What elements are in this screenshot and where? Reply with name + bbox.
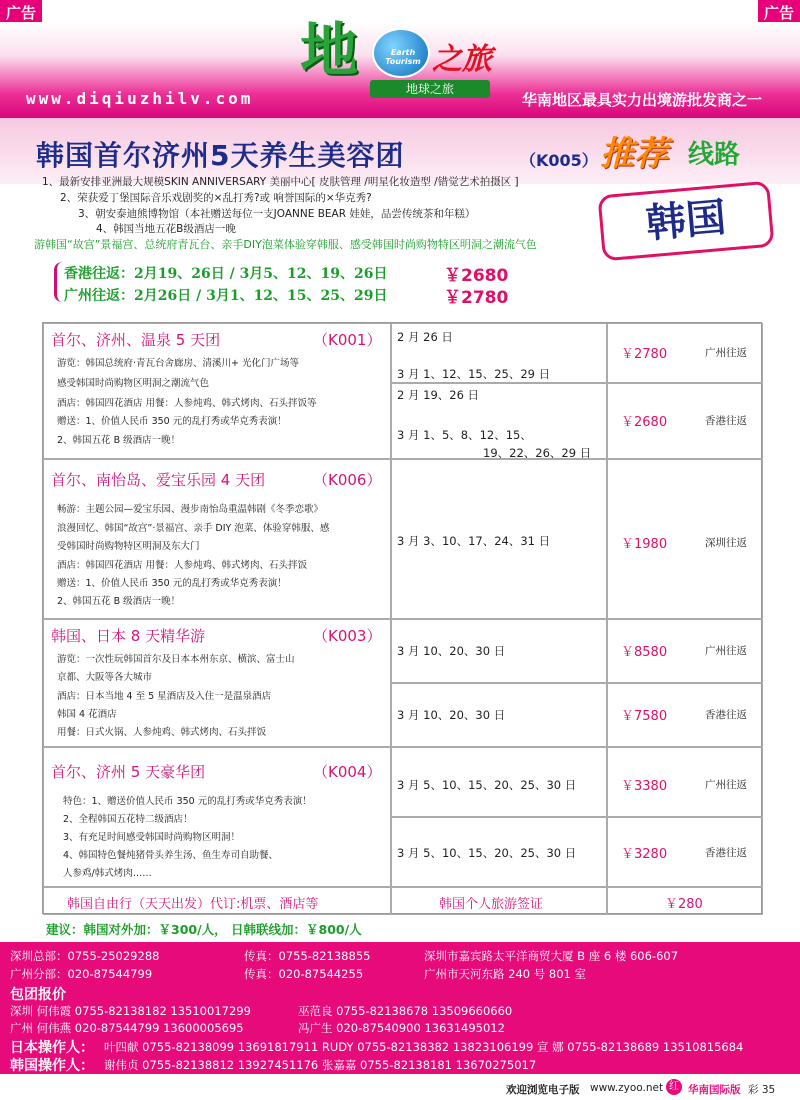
pkg-line: 赠送：1、价值人民币 350 元的乱打秀或华克秀表演！ <box>57 578 287 589</box>
dates-line: 2 月 19、26 日 <box>397 388 480 402</box>
pkg-title-k003[interactable]: 韩国、日本 8 天精华游 <box>51 627 206 645</box>
price-row-gz: 广州往返：2月26日 / 3月1、12、15、25、29日 <box>64 288 388 304</box>
package-table <box>42 322 762 914</box>
dates-line: 3 月 3、10、17、24、31 日 <box>397 534 551 548</box>
logo[interactable] <box>300 16 520 100</box>
gz-fax: 传真：020-87544255 <box>244 967 364 981</box>
pkg-line: 酒店：日本当地 4 至 5 星酒店及入住一是温泉酒店 <box>57 691 272 702</box>
recommend-label: 推荐 <box>600 134 668 174</box>
page-title: 韩国首尔济州5天养生美容团 <box>36 139 405 172</box>
highlight-4: 4、韩国当地五花B级酒店一晚 <box>96 223 236 235</box>
gz-group-contact: 广州 何伟燕 020-87544799 13600005695 <box>10 1021 244 1035</box>
ad-tag-left: 广告 <box>0 0 42 22</box>
pkg-line: 2、全程韩国五花特二级酒店！ <box>63 814 193 825</box>
footer-welcome: 欢迎浏览电子版 <box>506 1084 580 1096</box>
dates-line: 3 月 10、20、30 日 <box>397 644 506 658</box>
korea-ops: 谢伟贞 0755-82138812 13927451176 张嘉嘉 0755-82138181 13670275017 <box>104 1058 537 1072</box>
pkg-line: 感受韩国时尚购物区明洞之潮流气色 <box>57 378 210 389</box>
page-number: 彩 35 <box>748 1084 776 1096</box>
pkg-line: 酒店：韩国四花酒店 用餐：人参炖鸡、韩式烤肉、石头拌饭 <box>57 560 308 571</box>
advice-note: 建议：韩国对外加：￥300/人， 日韩联线加：￥800/人 <box>46 922 362 937</box>
highlight-2: 2、荣获爱丁堡国际音乐戏剧奖的×乱打秀?或 响誉国际的×华克秀? <box>60 192 372 204</box>
pkg-line: 4、韩国特色餐炖猪骨头养生汤、鱼生寿司自助餐、 <box>63 850 279 861</box>
pkg-route: 香港往返 <box>705 847 747 859</box>
dates-line: 3 月 1、5、8、12、15、 <box>397 428 532 442</box>
pkg-price: ￥3380 <box>621 779 668 794</box>
pkg-line: 畅游：主题公园—爱宝乐园、漫步南怡岛重温韩剧《冬季恋歌》 <box>57 504 324 515</box>
pkg-price: ￥1980 <box>621 537 668 552</box>
pkg-line: 浪漫回忆、韩国“故宫”·景福宫、亲手 DIY 泡菜、体验穿韩服、感 <box>57 523 330 534</box>
pkg-route: 深圳往返 <box>705 537 747 549</box>
pkg-line: 游览：韩国总统府·青瓦台舍廊房、清溪川+ 光化门广场等 <box>57 358 300 369</box>
pkg-title-k001[interactable]: 首尔、济州、温泉 5 天团 <box>51 331 221 349</box>
sz-hq-phone: 深圳总部：0755-25029288 <box>10 949 160 963</box>
pkg-title-k004[interactable]: 首尔、济州 5 天豪华团 <box>51 763 206 781</box>
sz-group-contact-2: 巫范良 0755-82138678 13509660660 <box>298 1004 513 1018</box>
dates-line: 3 月 5、10、15、20、25、30 日 <box>397 778 577 792</box>
hong-mark: 红 <box>666 1079 682 1095</box>
pkg-line: 2、韩国五花 B 级酒店一晚！ <box>57 596 181 607</box>
sz-group-contact: 深圳 何伟霞 0755-82138182 13510017299 <box>10 1004 251 1018</box>
pkg-route: 广州往返 <box>705 645 747 657</box>
route-label: 线路 <box>688 140 741 170</box>
visa-price: ￥280 <box>665 897 703 912</box>
korea-ops-label: 韩国操作人： <box>10 1058 94 1074</box>
pkg-line: 3、有充足时间感受韩国时尚购物区明洞！ <box>63 832 241 843</box>
pkg-line: 韩国 4 花酒店 <box>57 709 117 720</box>
footer-edition: 华南国际版 <box>688 1084 741 1096</box>
pkg-code-k003: （K003） <box>313 627 382 645</box>
korea-badge <box>597 181 774 262</box>
pkg-code-k001: （K001） <box>313 331 382 349</box>
pkg-price: ￥2680 <box>621 415 668 430</box>
highlight-green: 游韩国“故宫”景福宫、总统府青瓦台、亲手DIY泡菜体验穿韩服、感受韩国时尚购物特区明洞之潮流气色 <box>34 238 537 251</box>
dates-line: 3 月 10、20、30 日 <box>397 708 506 722</box>
dates-line: 3 月 5、10、15、20、25、30 日 <box>397 846 577 860</box>
price-hk: ￥2680 <box>444 266 509 286</box>
highlight-3: 3、朝安泰迪熊博物馆（本社赠送每位一支JOANNE BEAR 娃娃，品尝传统茶和年糕） <box>78 208 476 220</box>
gz-address: 广州市天河东路 240 号 801 室 <box>424 967 587 981</box>
price-row-hk: 香港往返：2月19、26日 / 3月5、12、19、26日 <box>64 266 388 282</box>
slogan: 华南地区最具实力出境游批发商之一 <box>522 91 763 109</box>
pkg-code-k006: （K006） <box>313 471 382 489</box>
pkg-line: 游览：一次性玩韩国首尔及日本本州东京、横滨、富士山 <box>57 654 295 665</box>
dates-line: 2 月 26 日 <box>397 330 453 344</box>
free-travel-label: 韩国自由行（天天出发）代订:机票、酒店等 <box>67 897 319 912</box>
pkg-route: 香港往返 <box>705 709 747 721</box>
pkg-line: 人参鸡/韩式烤肉…… <box>63 868 152 879</box>
japan-ops: 叶四献 0755-82138099 13691817911 RUDY 0755-82138382 13823106199 宣 娜 0755-82138689 13510815684 <box>104 1040 744 1054</box>
pkg-code-k004: （K004） <box>313 763 382 781</box>
logo-globe-text: Earth Tourism <box>385 48 421 66</box>
pkg-route: 香港往返 <box>705 415 747 427</box>
sz-address: 深圳市嘉宾路太平洋商贸大厦 B 座 6 楼 606-607 <box>424 949 679 963</box>
pkg-price: ￥3280 <box>621 847 668 862</box>
sz-fax: 传真：0755-82138855 <box>244 949 371 963</box>
japan-ops-label: 日本操作人： <box>10 1040 94 1056</box>
logo-zhilv: 之旅 <box>432 42 492 77</box>
pkg-route: 广州往返 <box>705 347 747 359</box>
contact-band <box>0 942 800 1074</box>
pkg-line: 2、韩国五花 B 级酒店一晚！ <box>57 435 181 446</box>
pkg-line: 受韩国时尚购物特区明洞及东大门 <box>57 541 200 552</box>
price-gz: ￥2780 <box>444 288 509 308</box>
pkg-line: 用餐：日式火锅、人参炖鸡、韩式烤肉、石头拌饭 <box>57 727 267 738</box>
group-quote-label: 包团报价 <box>10 987 66 1003</box>
pkg-price: ￥8580 <box>621 645 668 660</box>
page-footer <box>0 1076 800 1100</box>
hong-icon <box>666 1079 682 1095</box>
pkg-price: ￥2780 <box>621 347 668 362</box>
gz-group-contact-2: 冯广生 020-87540900 13631495012 <box>298 1021 505 1035</box>
website-url[interactable]: www.diqiuzhilv.com <box>26 89 254 108</box>
pkg-route: 广州往返 <box>705 779 747 791</box>
footer-site[interactable]: www.zyoo.net <box>590 1082 664 1094</box>
price-bracket <box>54 262 64 302</box>
logo-subtitle: 地球之旅 <box>370 80 490 98</box>
dates-line: 19、22、26、29 日 <box>483 446 592 460</box>
title-code: （K005） <box>520 151 598 170</box>
pkg-title-k006[interactable]: 首尔、南怡岛、爱宝乐园 4 天团 <box>51 471 266 489</box>
pkg-price: ￥7580 <box>621 709 668 724</box>
gz-branch-phone: 广州分部：020-87544799 <box>10 967 153 981</box>
dates-line: 3 月 1、12、15、25、29 日 <box>397 367 551 381</box>
korea-badge-text: 韩国 <box>644 194 728 248</box>
pkg-line: 京都、大阪等各大城市 <box>57 672 153 683</box>
ad-tag-right: 广告 <box>758 0 800 22</box>
globe-icon <box>372 28 430 78</box>
logo-di: 地 <box>300 16 359 84</box>
pkg-line: 赠送：1、价值人民币 350 元的乱打秀或华克秀表演！ <box>57 416 287 427</box>
pkg-line: 特色：1、赠送价值人民币 350 元的乱打秀或华克秀表演！ <box>63 796 312 807</box>
pkg-line: 酒店：韩国四花酒店 用餐：人参炖鸡、韩式烤肉、石头拌饭等 <box>57 398 317 409</box>
highlight-1: 1、最新安排亚洲最大规模SKIN ANNIVERSARY 美丽中心[ 皮肤管理 /明星化妆造型 /错觉艺术拍摄区 ] <box>42 176 519 188</box>
visa-label: 韩国个人旅游签证 <box>439 897 544 912</box>
